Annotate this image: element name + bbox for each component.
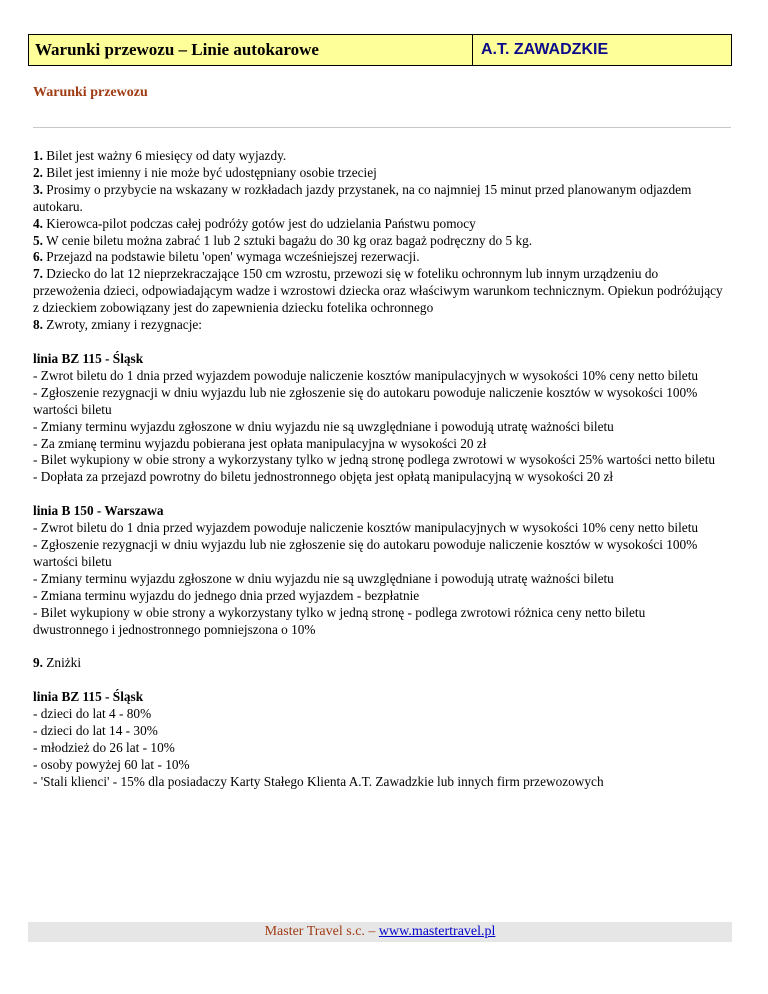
rules-list [33,148,723,334]
discounts-title [33,655,723,672]
horizontal-divider [33,127,731,128]
line-bz115-item: - Bilet wykupiony w obie strony a wykorzystany tylko w jedną stronę podlega zwrotowi w wysokości 25% wartości netto biletu [33,452,716,468]
rule-number: 6. [33,249,43,265]
rule-item [33,182,723,216]
rule-text: Prosimy o przybycie na wskazany w rozkładach jazdy przystanek, na co najmniej 15 minut przed planowanym odjazdem autokaru. [33,181,692,214]
line-b150-item: - Zmiana terminu wyjazdu do jednego dnia przed wyjazdem - bezpłatnie [33,587,420,603]
rule-item [33,249,723,266]
rule-text: Przejazd na podstawie biletu 'open' wymaga wcześniejszej rezerwacji. [42,249,420,265]
document-body [33,148,723,791]
line-bz115-item: - Zmiany terminu wyjazdu zgłoszone w dniu wyjazdu nie są uwzględniane i powodują utratę ważności biletu [33,418,614,434]
discounts-number: 9. [33,655,43,671]
brand-name: A.T. ZAWADZKIE [481,41,609,58]
line-b150-heading: linia B 150 - Warszawa [33,503,164,519]
line-bz115-heading: linia BZ 115 - Śląsk [33,350,144,366]
discounts-list [33,706,723,791]
line-bz115-item: - Zwrot biletu do 1 dnia przed wyjazdem powoduje naliczenie kosztów manipulacyjnych w wysokości 10% ceny netto biletu [33,367,699,383]
line-b150-item: - Bilet wykupiony w obie strony a wykorzystany tylko w jedną stronę - podlega zwrotowi różnica ceny netto biletu dwustronnego i jednostronnego pomniejszona o 10% [33,604,646,637]
discount-item: - 'Stali klienci' - 15% dla posiadaczy Karty Stałego Klienta A.T. Zawadzkie lub innych firm przewozowych [33,773,604,789]
rule-item [33,165,723,182]
rule-text: Kierowca-pilot podczas całej podróży gotów jest do udzielania Państwu pomocy [42,215,476,231]
footer-company: Master Travel s.c. – [264,924,379,939]
line-b150-item: - Zgłoszenie rezygnacji w dniu wyjazdu lub nie zgłoszenie się do autokaru powoduje naliczenie kosztów w wysokości 100% wartości biletu [33,537,698,569]
rule-number: 1. [33,148,43,163]
discount-item: - osoby powyżej 60 lat - 10% [33,757,190,772]
line-bz115-list [33,368,723,486]
rule-item [33,266,723,317]
line-b150-item: - Zwrot biletu do 1 dnia przed wyjazdem powoduje naliczenie kosztów manipulacyjnych w wysokości 10% ceny netto biletu [33,520,699,536]
rule-item [33,148,723,165]
rule-number: 5. [33,232,43,248]
rule-number: 7. [33,266,43,282]
discounts-line-heading: linia BZ 115 - Śląsk [33,689,144,705]
rule-text: Zwroty, zmiany i rezygnacje: [42,317,202,333]
rule-item [33,233,723,250]
rule-number: 8. [33,317,43,333]
rule-text: Bilet jest ważny 6 miesięcy od daty wyjazdy. [42,148,287,163]
line-bz115-item: - Zgłoszenie rezygnacji w dniu wyjazdu lub nie zgłoszenie się do autokaru powoduje naliczenie kosztów w wysokości 100% wartości biletu [33,384,698,417]
footer [28,922,732,942]
rule-number: 2. [33,164,43,180]
section-title: Warunki przewozu [33,85,148,100]
line-b150-item: - Zmiany terminu wyjazdu zgłoszone w dniu wyjazdu nie są uwzględniane i powodują utratę ważności biletu [33,570,614,586]
discount-item: - młodzież do 26 lat - 10% [33,740,175,756]
discount-item: - dzieci do lat 4 - 80% [33,706,152,722]
footer-link[interactable]: www.mastertravel.pl [378,924,496,939]
line-b150-list [33,520,723,638]
rule-text: Bilet jest imienny i nie może być udostępniany osobie trzeciej [42,164,377,180]
rule-text: W cenie biletu można zabrać 1 lub 2 sztuki bagażu do 30 kg oraz bagaż podręczny do 5 kg. [42,232,533,248]
rule-number: 4. [33,215,43,231]
rule-item [33,317,723,334]
rule-item [33,216,723,233]
line-bz115-item: - Dopłata za przejazd powrotny do biletu jednostronnego objęta jest opłatą manipulacyjną w wysokości 20 zł [33,469,614,485]
header-box [28,34,732,66]
rule-text: Dziecko do lat 12 nieprzekraczające 150 cm wzrostu, przewozi się w foteliku ochronnym lub innym urządzeniu do przewożenia dzieci, odpowiadającym wadze i wzrostowi dziecka oraz właściwym warunkom technicznym. Opiekun podróżujący z dzieckiem zobowiązany jest do zapewnienia dziecku fotelika ochronnego [33,266,723,316]
rule-number: 3. [33,181,43,197]
line-bz115-item: - Za zmianę terminu wyjazdu pobierana jest opłata manipulacyjna w wysokości 20 zł [33,435,487,451]
document-title: Warunki przewozu – Linie autokarowe [29,35,473,65]
discounts-label: Zniżki [42,655,82,671]
discount-item: - dzieci do lat 14 - 30% [33,723,158,739]
